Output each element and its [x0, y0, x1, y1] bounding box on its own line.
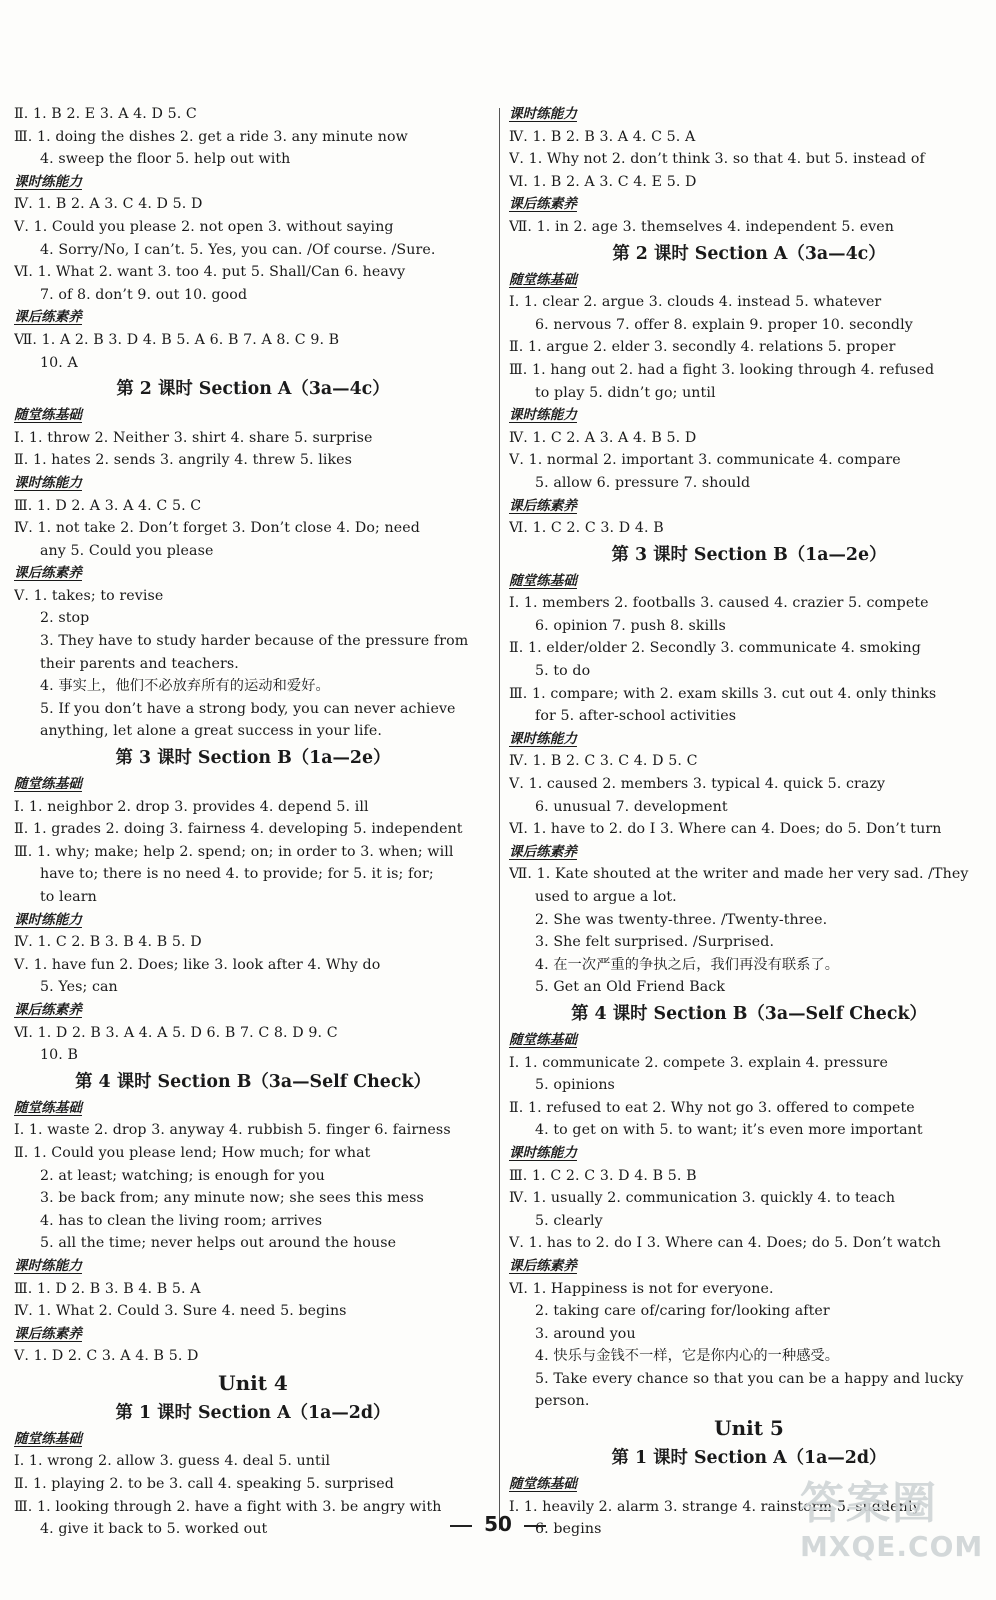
- section-label: 随堂练基础: [14, 407, 82, 424]
- answer-line: Ⅵ. 1. have to 2. do I 3. Where can 4. Does; do 5. Don’t turn: [509, 821, 942, 838]
- answer-line: 5. If you don’t have a strong body, you can never achieve: [40, 700, 456, 717]
- answer-line: Ⅵ. 1. B 2. A 3. C 4. E 5. D: [509, 173, 697, 190]
- answer-line: their parents and teachers.: [40, 655, 239, 672]
- answer-line: Ⅳ. 1. What 2. Could 3. Sure 4. need 5. begins: [14, 1303, 347, 1320]
- answer-line: 5. Yes; can: [40, 979, 118, 996]
- answer-line: 4. to get on with 5. to want; it’s even more important: [535, 1122, 923, 1139]
- answer-line: Ⅴ. 1. have fun 2. Does; like 3. look after 4. Why do: [14, 956, 381, 973]
- section-label: 课后练素养: [14, 309, 82, 326]
- page-number-value: 50: [484, 1512, 512, 1536]
- answer-line: Ⅴ. 1. Why not 2. don’t think 3. so that 4. but 5. instead of: [509, 151, 925, 168]
- answer-line: Ⅰ. 1. members 2. footballs 3. caused 4. crazier 5. compete: [509, 595, 929, 612]
- answer-line: Ⅰ. 1. waste 2. drop 3. anyway 4. rubbish 5. finger 6. fairness: [14, 1122, 451, 1139]
- answer-line: 10. B: [40, 1047, 78, 1064]
- answer-line: Ⅱ. 1. grades 2. doing 3. fairness 4. developing 5. independent: [14, 821, 463, 838]
- answer-line: Ⅶ. 1. Kate shouted at the writer and made her very sad. /They: [509, 866, 969, 883]
- lesson-heading: 第 2 课时 Section A（3a—4c）: [612, 243, 886, 264]
- answer-line: Ⅴ. 1. caused 2. members 3. typical 4. quick 5. crazy: [509, 776, 886, 793]
- answer-line: 5. Get an Old Friend Back: [535, 979, 726, 996]
- section-label: 随堂练基础: [509, 1476, 577, 1493]
- answer-line: Ⅲ. 1. hang out 2. had a fight 3. looking through 4. refused: [509, 361, 935, 378]
- section-label: 随堂练基础: [14, 776, 82, 793]
- answer-line: 7. of 8. don’t 9. out 10. good: [40, 286, 248, 303]
- page-number-dash-left: [450, 1525, 472, 1527]
- lesson-heading: 第 3 课时 Section B（1a—2e）: [115, 748, 391, 769]
- answer-line: 5. clearly: [535, 1212, 603, 1229]
- answer-line: 4. 在一次严重的争执之后，我们再没有联系了。: [535, 956, 840, 973]
- answer-line: Ⅱ. 1. playing 2. to be 3. call 4. speaking 5. surprised: [14, 1476, 394, 1493]
- answer-line: Ⅵ. 1. D 2. B 3. A 4. A 5. D 6. B 7. C 8. D 9. C: [14, 1024, 338, 1041]
- answer-line: Ⅲ. 1. compare; with 2. exam skills 3. cut out 4. only thinks: [509, 685, 937, 702]
- answer-line: Ⅳ. 1. B 2. A 3. C 4. D 5. D: [14, 196, 203, 213]
- section-label: 课后练素养: [509, 843, 577, 860]
- section-label: 课时练能力: [14, 474, 82, 491]
- answer-line: Ⅴ. 1. Could you please 2. not open 3. without saying: [14, 218, 394, 235]
- answer-line: 2. at least; watching; is enough for you: [40, 1167, 325, 1184]
- page-number-dash-right: [524, 1525, 546, 1527]
- section-label: 随堂练基础: [509, 1031, 577, 1048]
- answer-line: Ⅶ. 1. A 2. B 3. D 4. B 5. A 6. B 7. A 8. C 9. B: [14, 331, 340, 348]
- answer-line: 5. to do: [535, 663, 591, 680]
- answer-line: person.: [535, 1393, 590, 1410]
- answer-line: Ⅲ. 1. C 2. C 3. D 4. B 5. B: [509, 1167, 697, 1184]
- column-divider: [499, 108, 500, 1530]
- section-label: 课后练素养: [14, 1001, 82, 1018]
- answer-line: Ⅲ. 1. D 2. B 3. B 4. B 5. A: [14, 1280, 201, 1297]
- answer-line: 4. 事实上，他们不必放弃所有的运动和爱好。: [40, 678, 330, 695]
- lesson-heading: 第 1 课时 Section A（1a—2d）: [611, 1448, 887, 1469]
- lesson-heading: 第 3 课时 Section B（1a—2e）: [611, 544, 887, 565]
- answer-line: 5. all the time; never helps out around the house: [40, 1235, 397, 1252]
- section-label: 课时练能力: [509, 106, 577, 122]
- answer-line: Ⅰ. 1. communicate 2. compete 3. explain 4. pressure: [509, 1054, 888, 1071]
- answer-line: 3. She felt surprised. /Surprised.: [535, 934, 775, 951]
- answer-line: 3. around you: [535, 1325, 636, 1342]
- section-label: 课时练能力: [509, 1144, 577, 1161]
- section-label: 课后练素养: [509, 1257, 577, 1274]
- right-column: [509, 103, 989, 1541]
- answer-line: 4. has to clean the living room; arrives: [40, 1212, 323, 1229]
- watermark-top-text: 答案圈: [800, 1478, 938, 1529]
- answer-line: 2. She was twenty-three. /Twenty-three.: [535, 911, 828, 928]
- answer-line: Ⅳ. 1. not take 2. Don’t forget 3. Don’t close 4. Do; need: [14, 520, 420, 537]
- answer-line: Ⅴ. 1. takes; to revise: [14, 587, 164, 604]
- answer-line: 2. stop: [40, 610, 90, 627]
- section-label: 随堂练基础: [509, 572, 577, 589]
- answer-line: Ⅴ. 1. normal 2. important 3. communicate 4. compare: [509, 452, 901, 469]
- answer-line: 10. A: [40, 354, 78, 371]
- answer-line: 6. opinion 7. push 8. skills: [535, 617, 726, 634]
- section-label: 课时练能力: [14, 1257, 82, 1274]
- answer-line: Ⅳ. 1. B 2. B 3. A 4. C 5. A: [509, 128, 696, 145]
- answer-line: Ⅰ. 1. heavily 2. alarm 3. strange 4. rainstorm 5. suddenly: [509, 1498, 921, 1515]
- answer-line: 5. Take every chance so that you can be a happy and lucky: [535, 1370, 964, 1387]
- answer-line: to play 5. didn’t go; until: [535, 384, 716, 401]
- answer-line: Ⅱ. 1. refused to eat 2. Why not go 3. offered to compete: [509, 1099, 915, 1116]
- answer-line: Ⅱ. 1. elder/older 2. Secondly 3. communicate 4. smoking: [509, 640, 921, 657]
- section-label: 课后练素养: [14, 565, 82, 582]
- answer-line: Ⅴ. 1. has to 2. do I 3. Where can 4. Does; do 5. Don’t watch: [509, 1235, 941, 1252]
- section-label: 课时练能力: [14, 173, 82, 190]
- answer-line: 3. be back from; any minute now; she sees this mess: [40, 1190, 424, 1207]
- answer-line: Ⅰ. 1. throw 2. Neither 3. shirt 4. share 5. surprise: [14, 429, 373, 446]
- answer-line: 3. They have to study harder because of the pressure from: [40, 633, 469, 650]
- answer-line: Ⅳ. 1. C 2. A 3. A 4. B 5. D: [509, 429, 697, 446]
- answer-line: Ⅲ. 1. why; make; help 2. spend; on; in order to 3. when; will: [14, 843, 454, 860]
- answer-line: Ⅳ. 1. C 2. B 3. B 4. B 5. D: [14, 934, 202, 951]
- left-column: [14, 103, 492, 1541]
- watermark-bottom-text: MXQE.COM: [800, 1530, 984, 1563]
- answer-line: 6. nervous 7. offer 8. explain 9. proper 10. secondly: [535, 316, 913, 333]
- section-label: 课时练能力: [14, 911, 82, 928]
- answer-line: Ⅱ. 1. B 2. E 3. A 4. D 5. C: [14, 106, 197, 122]
- answer-line: 5. opinions: [535, 1077, 615, 1094]
- section-label: 课时练能力: [509, 407, 577, 424]
- unit-heading: Unit 4: [218, 1370, 288, 1395]
- answer-line: 4. sweep the floor 5. help out with: [40, 151, 291, 168]
- section-label: 随堂练基础: [509, 271, 577, 288]
- unit-heading: Unit 5: [714, 1416, 784, 1441]
- section-label: 课后练素养: [509, 196, 577, 213]
- answer-line: Ⅳ. 1. usually 2. communication 3. quickly 4. to teach: [509, 1190, 896, 1207]
- answer-line: Ⅲ. 1. D 2. A 3. A 4. C 5. C: [14, 497, 202, 514]
- answer-line: any 5. Could you please: [40, 542, 214, 559]
- answer-line: Ⅱ. 1. argue 2. elder 3. secondly 4. relations 5. proper: [509, 339, 896, 356]
- answer-line: Ⅳ. 1. B 2. C 3. C 4. D 5. C: [509, 753, 698, 770]
- answer-line: Ⅱ. 1. hates 2. sends 3. angrily 4. threw 5. likes: [14, 452, 353, 469]
- answer-line: Ⅶ. 1. in 2. age 3. themselves 4. independent 5. even: [509, 218, 895, 235]
- answer-line: Ⅴ. 1. D 2. C 3. A 4. B 5. D: [14, 1348, 199, 1365]
- answer-line: 4. 快乐与金钱不一样，它是你内心的一种感受。: [535, 1348, 840, 1365]
- answer-line: 5. allow 6. pressure 7. should: [535, 474, 751, 491]
- answer-line: used to argue a lot.: [535, 889, 677, 905]
- section-label: 课后练素养: [509, 497, 577, 514]
- answer-line: 6. unusual 7. development: [535, 798, 728, 815]
- answer-line: Ⅰ. 1. clear 2. argue 3. clouds 4. instead 5. whatever: [509, 294, 882, 311]
- answer-line: 4. give it back to 5. worked out: [40, 1521, 268, 1538]
- answer-line: for 5. after-school activities: [535, 708, 737, 725]
- answer-line: to learn: [40, 889, 97, 905]
- section-label: 随堂练基础: [14, 1099, 82, 1116]
- lesson-heading: 第 1 课时 Section A（1a—2d）: [115, 1402, 391, 1423]
- section-label: 随堂练基础: [14, 1430, 82, 1447]
- answer-line: Ⅰ. 1. neighbor 2. drop 3. provides 4. depend 5. ill: [14, 798, 369, 815]
- section-label: 课后练素养: [14, 1325, 82, 1342]
- answer-line: Ⅵ. 1. What 2. want 3. too 4. put 5. Shall/Can 6. heavy: [14, 264, 406, 281]
- answer-line: Ⅲ. 1. looking through 2. have a fight with 3. be angry with: [14, 1498, 442, 1515]
- answer-line: have to; there is no need 4. to provide; for 5. it is; for;: [40, 866, 434, 883]
- lesson-heading: 第 4 课时 Section B（3a—Self Check）: [571, 1003, 927, 1024]
- answer-line: 6. begins: [535, 1521, 602, 1538]
- answer-line: Ⅵ. 1. C 2. C 3. D 4. B: [509, 520, 664, 537]
- lesson-heading: 第 2 课时 Section A（3a—4c）: [116, 379, 390, 400]
- watermark-logo: [800, 1478, 984, 1588]
- answer-line: Ⅲ. 1. doing the dishes 2. get a ride 3. any minute now: [14, 128, 408, 145]
- answer-line: anything, let alone a great success in your life.: [40, 723, 382, 740]
- section-label: 课时练能力: [509, 730, 577, 747]
- answer-line: 4. Sorry/No, I can’t. 5. Yes, you can. /Of course. /Sure.: [40, 241, 436, 258]
- answer-line: Ⅰ. 1. wrong 2. allow 3. guess 4. deal 5. until: [14, 1453, 331, 1470]
- answer-line: Ⅱ. 1. Could you please lend; How much; for what: [14, 1144, 371, 1161]
- lesson-heading: 第 4 课时 Section B（3a—Self Check）: [75, 1071, 431, 1092]
- answer-line: 2. taking care of/caring for/looking after: [535, 1303, 830, 1320]
- answer-line: Ⅵ. 1. Happiness is not for everyone.: [509, 1280, 774, 1297]
